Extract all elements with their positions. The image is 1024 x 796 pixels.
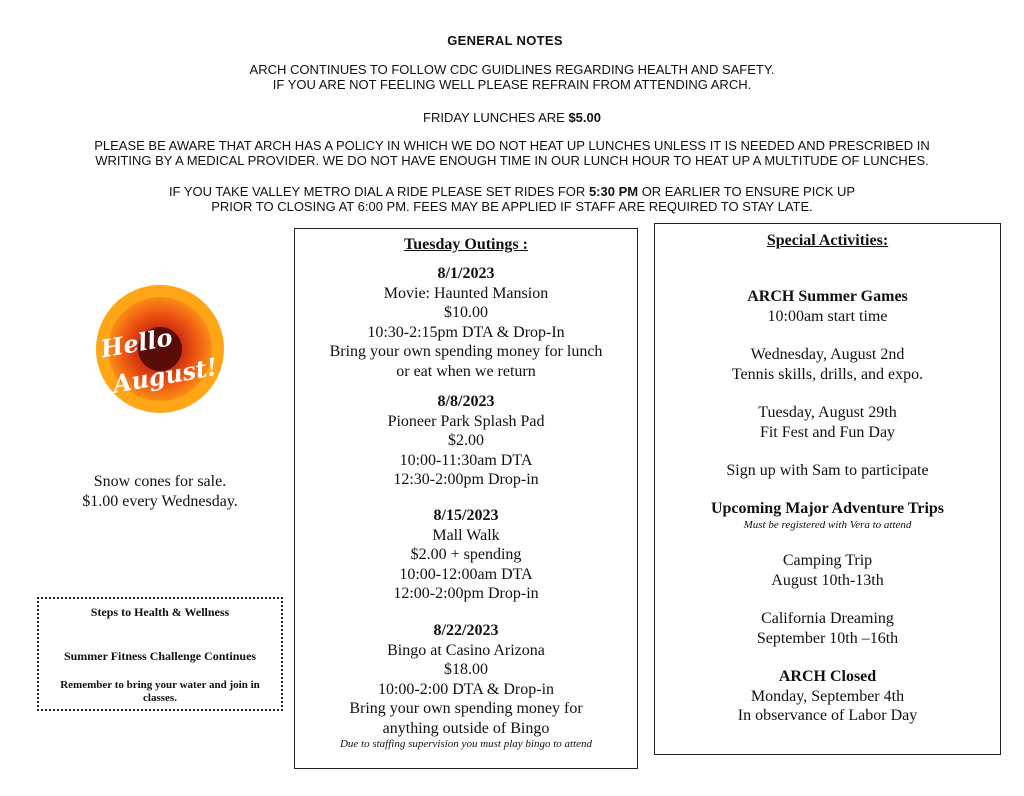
- camping-title: Camping Trip: [782, 552, 873, 569]
- outing-event: [295, 392, 637, 490]
- hello-august-sunflower-image: [88, 281, 228, 416]
- metro-line-1: [0, 184, 1024, 199]
- outing-line: Bring your own spending money for lunch: [329, 343, 603, 360]
- policy-line-2: WRITING BY A MEDICAL PROVIDER. WE DO NOT HAVE ENOUGH TIME IN OUR LUNCH HOUR TO HEAT UP A MULTITUDE OF LUNCHES.: [95, 153, 929, 168]
- metro-time: 5:30 PM: [588, 184, 639, 199]
- cdc-line-2: IF YOU ARE NOT FEELING WELL PLEASE REFRAIN FROM ATTENDING ARCH.: [272, 77, 752, 92]
- wednesday-date: Wednesday, August 2nd: [750, 346, 905, 363]
- lunch-notice: [0, 110, 1024, 125]
- outing-line: $2.00: [448, 432, 484, 449]
- general-notes-title: GENERAL NOTES: [447, 33, 563, 48]
- outing-line: 10:00-11:30am DTA: [399, 451, 533, 469]
- policy-line-1: PLEASE BE AWARE THAT ARCH HAS A POLICY IN WHICH WE DO NOT HEAT UP LUNCHES UNLESS IT IS NEEDED AND PRESCRIBED IN: [94, 138, 930, 153]
- wednesday-desc: Tennis skills, drills, and expo.: [731, 365, 924, 383]
- adventure-trips-block: [655, 499, 1000, 532]
- metro-line-2: PRIOR TO CLOSING AT 6:00 PM. FEES MAY BE APPLIED IF STAFF ARE REQUIRED TO STAY LATE.: [211, 199, 813, 214]
- california-dates: September 10th –16th: [756, 629, 899, 647]
- water-reminder-text: Remember to bring your water and join in classes.: [60, 679, 260, 704]
- arch-closed-block: [655, 667, 1000, 726]
- lunch-price: $5.00: [568, 110, 601, 125]
- outing-line: anything outside of Bingo: [382, 719, 550, 737]
- outing-line: $18.00: [444, 661, 488, 678]
- snow-line-2: $1.00 every Wednesday.: [82, 493, 238, 510]
- california-title: California Dreaming: [761, 610, 894, 627]
- fitness-challenge-text: Summer Fitness Challenge Continues: [63, 649, 257, 663]
- signup-note: Sign up with Sam to participate: [726, 462, 929, 479]
- tuesday-date: Tuesday, August 29th: [758, 404, 897, 421]
- camping-trip: [655, 551, 1000, 590]
- metro-prefix: IF YOU TAKE VALLEY METRO DIAL A RIDE PLEASE SET RIDES FOR: [168, 184, 589, 199]
- outing-line: Bingo at Casino Arizona: [387, 641, 545, 659]
- outing-date: 8/22/2023: [433, 622, 499, 639]
- august-text: August!: [110, 351, 220, 399]
- outing-event: [295, 506, 637, 604]
- arch-closed-reason: In observance of Labor Day: [737, 707, 918, 724]
- special-activities-title: Special Activities:: [766, 232, 889, 249]
- outing-line: Movie: Haunted Mansion: [383, 284, 549, 302]
- cdc-line-1: ARCH CONTINUES TO FOLLOW CDC GUIDLINES REGARDING HEALTH AND SAFETY.: [249, 62, 775, 77]
- tuesday-desc: Fit Fest and Fun Day: [759, 423, 896, 441]
- outing-date: 8/15/2023: [433, 507, 499, 524]
- outing-line: or eat when we return: [396, 362, 536, 380]
- tuesday-outings-box: [294, 228, 638, 769]
- snow-line-1: Snow cones for sale.: [93, 473, 227, 490]
- cdc-notice: [0, 62, 1024, 92]
- adventure-trips-note: Must be registered with Vera to attend: [743, 518, 912, 531]
- arch-closed-date: Monday, September 4th: [750, 687, 905, 705]
- adventure-trips-title: Upcoming Major Adventure Trips: [710, 500, 945, 517]
- camping-dates: August 10th-13th: [771, 571, 884, 589]
- wednesday-event: [655, 345, 1000, 384]
- outing-line: Bring your own spending money for: [349, 700, 583, 717]
- outing-line: 10:00-12:00am DTA: [399, 565, 533, 583]
- outing-event: [295, 264, 637, 381]
- metro-suffix: OR EARLIER TO ENSURE PICK UP: [638, 184, 856, 199]
- outing-line: 10:00-2:00 DTA & Drop-in: [377, 680, 555, 698]
- hello-text: Hello: [98, 322, 175, 364]
- outing-line: 12:30-2:00pm Drop-in: [393, 471, 539, 488]
- lunch-heating-policy: [0, 138, 1024, 168]
- outing-line: 12:00-2:00pm Drop-in: [393, 585, 539, 602]
- outing-event: [295, 621, 637, 738]
- outing-line: $2.00 + spending: [410, 546, 522, 563]
- lunch-label: FRIDAY LUNCHES ARE: [423, 110, 569, 125]
- outing-line: 10:30-2:15pm DTA & Drop-In: [367, 323, 565, 341]
- health-wellness-box: [37, 597, 283, 711]
- health-wellness-title: Steps to Health & Wellness: [90, 605, 230, 619]
- summer-games-time: 10:00am start time: [767, 307, 888, 325]
- special-activities-box: [654, 223, 1001, 755]
- bingo-note: Due to staffing supervision you must play bingo to attend: [339, 738, 593, 750]
- tuesday-event: [655, 403, 1000, 442]
- outing-line: $10.00: [444, 304, 488, 321]
- outing-date: 8/8/2023: [437, 393, 495, 410]
- outing-date: 8/1/2023: [437, 265, 495, 282]
- california-trip: [655, 609, 1000, 648]
- summer-games-block: [655, 287, 1000, 326]
- snow-cones-notice: [55, 472, 265, 512]
- summer-games-title: ARCH Summer Games: [747, 288, 908, 305]
- dial-a-ride-notice: [0, 184, 1024, 214]
- outing-line: Pioneer Park Splash Pad: [387, 412, 545, 430]
- outing-line: Mall Walk: [432, 526, 500, 544]
- outings-title: Tuesday Outings :: [404, 236, 528, 253]
- arch-closed-title: ARCH Closed: [778, 668, 877, 685]
